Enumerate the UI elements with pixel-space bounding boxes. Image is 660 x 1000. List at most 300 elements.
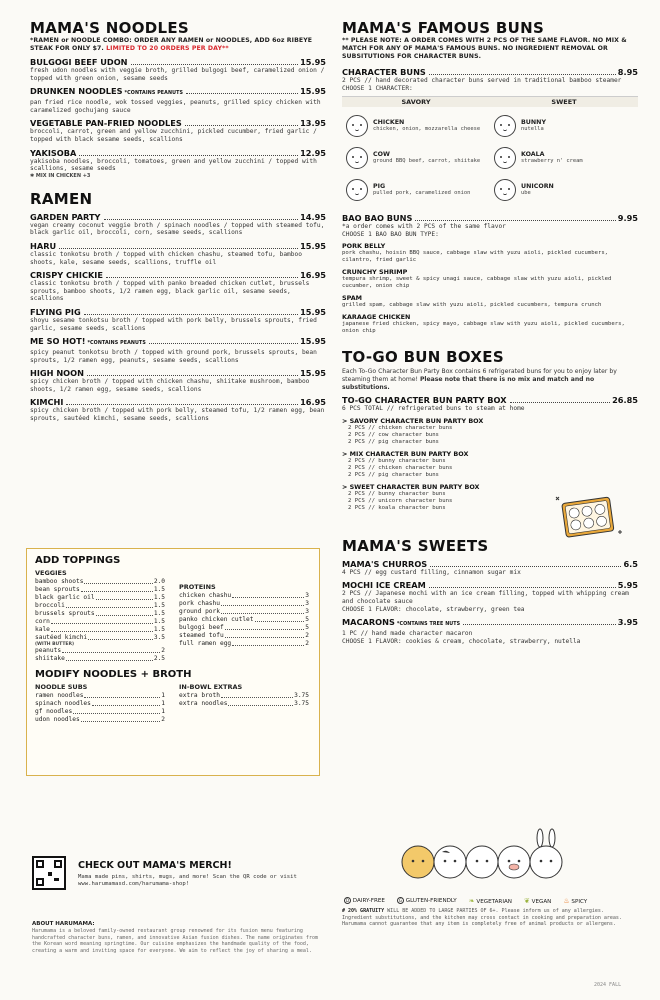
party-box-name: > SAVORY CHARACTER BUN PARTY BOX: [342, 416, 484, 425]
protein-row: [179, 592, 309, 600]
noodle-sub-price: 2: [161, 716, 165, 723]
noodle-sub-row: [35, 692, 165, 700]
togo-name: TO-GO CHARACTER BUN PARTY BOX: [342, 395, 507, 406]
bao-type-name: SPAM: [342, 294, 363, 303]
veggie-row: [35, 610, 165, 618]
gratuity-bold: # 20% GRATUITY: [342, 908, 385, 914]
extras-heading: IN-BOWL EXTRAS: [179, 683, 243, 691]
ramen-desc: spicy chicken broth / topped with pork belly, steamed tofu, 1/2 ramen egg, bean sprouts, sautéed kimchi, sesame seeds, scallions: [30, 407, 325, 423]
veggies-heading: VEGGIES: [35, 569, 67, 577]
noodle-name: BULGOGI BEEF UDON: [30, 57, 128, 67]
ramen-name: HARU: [30, 240, 57, 251]
gratuity-text: WILL BE ADDED TO LARGE PARTIES OF 6+. Please inform us of any allergies. Ingredient substitutions, and the kitchen may cross contact in cooking and preparation areas. Harumama cannot guarantee that any item is completely free of animal products or allergens.: [342, 908, 622, 927]
veggie-row: [35, 647, 165, 655]
noodle-desc: fresh udon noodles with veggie broth, grilled bulgogi beef, caramelized onion / topped with green onion, sesame seeds: [30, 67, 325, 82]
combo-note-limit: LIMITED TO 20 ORDERS PER DAY**: [106, 45, 229, 52]
bao-type-name: CRUNCHY SHRIMP: [342, 268, 408, 277]
ramen-desc: classic tonkotsu broth / topped with panko breaded chicken cutlet, brussels sprouts, bamboo shoots, 1/2 ramen egg, black garlic oil, sesame seeds, scallions: [30, 280, 310, 303]
party-box-line: 2 PCS // koala character buns: [348, 504, 446, 511]
veggie-name: corn: [35, 618, 50, 625]
togo-desc: 6 PCS TOTAL // refrigerated buns to steam at home: [342, 405, 525, 413]
veggie-price: 1.5: [153, 602, 165, 609]
ramen-item: [30, 336, 326, 364]
extras-column: [179, 680, 309, 724]
toppings-box: [26, 548, 320, 776]
vegan-icon: ❦: [523, 897, 530, 905]
sweet-bun-desc: nutella: [521, 126, 544, 133]
bun-character-icon: [494, 115, 516, 137]
vegetarian-icon: ❧: [468, 897, 475, 905]
sweet-row: [342, 559, 638, 569]
veggie-sub: (WITH BUTTER): [35, 642, 75, 647]
togo-title: TO-GO BUN BOXES: [342, 348, 504, 367]
party-box-name: > SWEET CHARACTER BUN PARTY BOX: [342, 482, 480, 491]
bao-buns-price: 9.95: [617, 213, 638, 224]
sweet-price: 5.95: [617, 580, 638, 591]
savory-bun: [346, 143, 486, 173]
sweet-price: 6.5: [623, 558, 638, 569]
dot-leader: [66, 655, 153, 661]
veggie-price: 1.5: [153, 626, 165, 633]
veggie-price: 1.5: [153, 618, 165, 625]
proteins-column: [179, 580, 309, 663]
protein-row: [179, 624, 309, 632]
dot-leader: [186, 93, 298, 94]
ramen-row: [30, 241, 326, 251]
protein-price: 3: [305, 608, 309, 615]
sweet-item: [342, 580, 638, 613]
ramen-row: [30, 397, 326, 407]
dot-leader: [81, 716, 161, 722]
character-buns-choose: CHOOSE 1 CHARACTER:: [342, 84, 413, 92]
noodle-items: [30, 57, 326, 180]
savory-bun: [346, 111, 486, 141]
veggie-price: 1.5: [153, 594, 165, 601]
modify-title: MODIFY NOODLES + BROTH: [35, 669, 192, 680]
toppings-title: ADD TOPPINGS: [35, 555, 121, 566]
savory-heading: SAVORY: [401, 98, 431, 107]
ramen-price: 15.95: [300, 306, 326, 317]
bao-type-desc: japanese fried chicken, spicy mayo, cabbage slaw with yuzu aioli, pickled cucumbers, onion chip: [342, 321, 625, 335]
dot-leader: [62, 647, 160, 653]
noodle-name: VEGETABLE PAN-FRIED NOODLES: [30, 118, 182, 129]
legend-gluten-friendly: G GLUTEN-FRIENDLY: [398, 898, 457, 904]
noodle-tag: *CONTAINS PEANUTS: [124, 91, 184, 97]
noodle-price: 15.95: [300, 57, 326, 67]
veggie-price: 2: [161, 647, 165, 654]
noodle-item: [30, 118, 326, 143]
party-box-line: 2 PCS // cow character buns: [348, 431, 439, 438]
sweet-bun: [494, 143, 634, 173]
protein-name: pork chashu: [179, 600, 220, 607]
veggie-name: black garlic oil: [35, 594, 95, 601]
veggies-column: [35, 566, 165, 663]
sweet-desc: CHOOSE 1 FLAVOR: cookies & cream, chocolate, strawberry, nutella: [342, 637, 581, 645]
savory-bun-text: [373, 119, 480, 133]
veggie-name: peanuts: [35, 647, 62, 654]
ramen-row: [30, 270, 326, 280]
veggie-name: brussels sprouts: [35, 610, 95, 617]
sweet-row: [342, 580, 638, 590]
sweet-bun-text: [521, 151, 583, 165]
extra-name: extra noodles: [179, 700, 228, 707]
noodle-sub-row: [35, 708, 165, 716]
protein-name: chicken chashu: [179, 592, 232, 599]
dot-leader: [228, 700, 293, 706]
protein-name: ground pork: [179, 608, 220, 615]
left-column: [30, 20, 326, 423]
about-text: Harumama is a beloved family-owned restaurant group renowned for its fusion menu featuring handcrafted character buns, ramen, and innovative Asian fusion dishes. The name originates from the Korean word meaning springtime. Our cuisine emphasizes the handmade quality of the food, creating a warm and inviting space for everyone. We aim to reflect the joy of sharing a meal.: [32, 928, 318, 954]
savory-bun-desc: ground BBQ beef, carrot, shiitake: [373, 158, 481, 165]
gratuity-note: [342, 908, 634, 928]
ramen-item: [30, 241, 326, 266]
noodle-sub: ✱ MIX IN CHICKEN +3: [30, 172, 91, 179]
veggie-price: 3.5: [153, 634, 165, 641]
qr-code-icon[interactable]: [32, 856, 66, 890]
bun-character-icon: [346, 115, 368, 137]
togo-intro-a: Each To-Go Character Bun Party Box contains 6 refrigerated buns for you to enjoy later by steaming them at home!: [342, 368, 617, 383]
noodle-name: DRUNKEN NOODLES: [30, 86, 123, 97]
dot-leader: [51, 626, 153, 632]
sweet-bun-desc: ube: [521, 190, 531, 197]
noodle-sub-name: ramen noodles: [35, 692, 84, 699]
sweet-bun: [494, 175, 634, 205]
footer-code: 2024 FALL: [594, 982, 622, 988]
mascots-illustration: [398, 828, 578, 886]
ramen-price: 15.95: [300, 240, 326, 251]
merch-title: CHECK OUT MAMA'S MERCH!: [78, 860, 232, 871]
ramen-name: ME SO HOT!: [30, 336, 86, 347]
dot-leader: [51, 618, 153, 624]
veggie-row: [35, 655, 165, 663]
noodle-row: [30, 57, 326, 67]
dairy-free-icon: D: [345, 898, 350, 903]
party-box-line: 2 PCS // bunny character buns: [348, 490, 446, 497]
protein-name: panko chicken cutlet: [179, 616, 254, 623]
savory-bun-name: CHICKEN: [373, 119, 405, 127]
togo-intro-b: Please note that there is no mix and match and no substitutions.: [342, 375, 595, 391]
ramen-name: GARDEN PARTY: [30, 211, 101, 222]
noodle-sub-price: 1: [161, 692, 165, 699]
bao-type-name: PORK BELLY: [342, 242, 386, 251]
veggie-price: 1.5: [153, 586, 165, 593]
protein-name: full ramen egg: [179, 640, 232, 647]
dot-leader: [88, 634, 153, 640]
ramen-price: 16.95: [300, 397, 326, 408]
dot-leader: [232, 640, 304, 646]
ramen-price: 14.95: [300, 211, 326, 222]
savory-bun-text: [373, 151, 480, 165]
legend-vegetarian: ❧ VEGETARIAN: [468, 897, 512, 905]
ramen-row: [30, 336, 326, 349]
buns-title: MAMA'S FAMOUS BUNS: [342, 19, 545, 37]
sweet-item: [342, 617, 638, 645]
combo-note-text: *RAMEN or NOODLE COMBO: ORDER ANY RAMEN or NOODLES, ADD 6oz RIBEYE STEAK FOR ONLY $7.: [30, 37, 313, 52]
dot-leader: [232, 592, 304, 598]
veggie-name: sautéed kimchi: [35, 634, 88, 641]
ramen-name: HIGH NOON: [30, 368, 84, 379]
sweet-bun-name: BUNNY: [521, 119, 547, 127]
dot-leader: [463, 624, 616, 625]
extra-row: [179, 692, 309, 700]
togo-price: 26.85: [612, 395, 638, 406]
dietary-legend: [342, 897, 634, 905]
noodle-sub-row: [35, 716, 165, 724]
character-buns-name: CHARACTER BUNS: [342, 67, 426, 77]
sweet-row: [342, 617, 638, 630]
dot-leader: [81, 586, 153, 592]
dot-leader: [66, 602, 153, 608]
veggie-name: kale: [35, 626, 50, 633]
ramen-items: [30, 212, 326, 423]
dot-leader: [106, 277, 298, 278]
veggie-price: 2.0: [153, 578, 165, 585]
dot-leader: [84, 692, 160, 698]
noodle-sub-name: gf noodles: [35, 708, 73, 715]
sparkle-icon: [618, 530, 622, 534]
veggie-name: bean sprouts: [35, 586, 80, 593]
ramen-item: [30, 307, 326, 332]
character-buns-price: 8.95: [617, 67, 638, 77]
ramen-tag: *CONTAINS PEANUTS: [87, 341, 146, 347]
protein-row: [179, 616, 309, 624]
protein-price: 2: [305, 640, 309, 647]
gluten-friendly-icon: G: [398, 898, 402, 903]
sweet-price: 3.95: [617, 617, 638, 628]
dot-leader: [221, 608, 304, 614]
ramen-price: 15.95: [300, 336, 326, 347]
ramen-row: [30, 307, 326, 317]
veggie-row: [35, 602, 165, 610]
protein-row: [179, 600, 309, 608]
ramen-price: 15.95: [300, 368, 326, 379]
party-box-illustration: [552, 490, 626, 546]
legend-spicy: ♨ SPICY: [563, 897, 588, 905]
sweet-desc: 1 PC // hand made character macaron: [342, 630, 473, 638]
noodle-row: [30, 118, 326, 128]
noodle-sub-price: 1: [161, 700, 165, 707]
ramen-name: FLYING PIG: [30, 306, 81, 317]
veggie-row: [35, 634, 165, 642]
savory-bun-text: [373, 183, 470, 197]
veggie-row: [35, 578, 165, 586]
protein-row: [179, 608, 309, 616]
bun-character-icon: [494, 179, 516, 201]
extra-price: 3.75: [294, 700, 309, 707]
dot-leader: [149, 343, 298, 344]
noodle-row: [30, 148, 326, 158]
savory-bun-desc: chicken, onion, mozzarella cheese: [373, 126, 481, 133]
dot-leader: [92, 700, 160, 706]
noodle-subs-column: [35, 680, 165, 724]
sweet-heading: SWEET: [551, 98, 577, 107]
noodle-subs-heading: NOODLE SUBS: [35, 683, 88, 691]
protein-name: steamed tofu: [179, 632, 224, 639]
dot-leader: [225, 632, 305, 638]
sweet-bun-name: UNICORN: [521, 183, 554, 191]
dot-leader: [96, 610, 153, 616]
veggie-row: [35, 618, 165, 626]
ramen-desc: spicy peanut tonkotsu broth / topped with ground pork, brussels sprouts, bean sprouts, 1/2 ramen egg, peanuts, sesame seeds, scallions: [30, 349, 317, 364]
bao-type-desc: pork chashu, hoisin BBQ sauce, cabbage slaw with yuzu aioli, pickled cucumbers, cilantro, fried garlic: [342, 250, 609, 264]
dot-leader: [84, 314, 298, 315]
savory-bun-name: PIG: [373, 183, 386, 191]
dot-leader: [430, 566, 621, 567]
protein-name: bulgogi beef: [179, 624, 224, 631]
veggie-name: bamboo shoots: [35, 578, 84, 585]
noodle-sub-name: udon noodles: [35, 716, 80, 723]
bun-character-icon: [346, 147, 368, 169]
noodle-price: 13.95: [300, 118, 326, 129]
savory-bun-desc: pulled pork, caramelized onion: [373, 190, 471, 197]
combo-note: [30, 37, 326, 53]
ramen-desc: vegan creamy coconut veggie broth / spinach noodles / topped with steamed tofu, black garlic oil, broccoli, corn, sesame seeds, scallions: [30, 221, 325, 237]
protein-row: [179, 632, 309, 640]
bao-type-desc: tempura shrimp, sweet & spicy unagi sauce, cabbage slaw with yuzu aioli, pickled cucumber, onion chip: [342, 276, 612, 290]
bao-type-name: KARAAGE CHICKEN: [342, 313, 411, 322]
ramen-row: [30, 212, 326, 222]
noodle-price: 12.95: [300, 147, 326, 158]
ramen-item: [30, 368, 326, 393]
veggie-row: [35, 586, 165, 594]
ramen-item: [30, 212, 326, 237]
party-box-name: > MIX CHARACTER BUN PARTY BOX: [342, 449, 469, 458]
merch-desc: Mama made pins, shirts, mugs, and more! Scan the QR code or visit www.harumamasd.com/harumama-shop!: [78, 874, 297, 887]
protein-price: 5: [305, 624, 309, 631]
veggie-price: 1.5: [153, 610, 165, 617]
noodle-desc: broccoli, carrot, green and yellow zucchini, pickled cucumber, fried garlic / topped with black sesame seeds, scallions: [30, 128, 317, 143]
ramen-name: CRISPY CHICKIE: [30, 270, 103, 281]
ramen-price: 16.95: [300, 270, 326, 281]
protein-row: [179, 640, 309, 648]
dot-leader: [59, 248, 298, 249]
togo-intro: [342, 368, 638, 391]
extra-price: 3.75: [294, 692, 309, 699]
veggie-price: 2.5: [153, 655, 165, 662]
sweet-desc: 2 PCS // Japanese mochi with an ice cream filling, topped with whipping cream and chocolate sauce: [342, 590, 629, 605]
sweet-bun-text: [521, 183, 554, 197]
dot-leader: [185, 125, 298, 126]
bun-character-icon: [494, 147, 516, 169]
spicy-icon: ♨: [563, 897, 570, 905]
noodle-name: YAKISOBA: [30, 147, 77, 158]
character-buns-desc: 2 PCS // hand decorated character buns served in traditional bamboo steamer: [342, 77, 622, 84]
noodle-sub-name: spinach noodles: [35, 700, 91, 707]
noodle-price: 15.95: [300, 86, 326, 97]
bao-buns-item: [342, 213, 638, 335]
legend-vegan: ❦ VEGAN: [523, 897, 552, 905]
sweet-desc: CHOOSE 1 FLAVOR: chocolate, strawberry, green tea: [342, 605, 525, 613]
noodle-item: [30, 86, 326, 114]
party-box-line: 2 PCS // bunny character buns: [348, 457, 446, 464]
bao-type-desc: grilled spam, cabbage slaw with yuzu aioli, pickled cucumbers, tempura crunch: [342, 302, 602, 309]
ramen-item: [30, 270, 326, 303]
veggie-name: broccoli: [35, 602, 65, 609]
buns-note: ** PLEASE NOTE: A ORDER COMES WITH 2 PCS OF THE SAME FLAVOR. NO MIX & MATCH FOR ANY OF MAMA'S FAMOUS BUNS. NO INGREDIENT REMOVAL OR SUBSITUTIONS FOR CHARACTER BUNS.: [342, 37, 627, 60]
dot-leader: [66, 404, 298, 405]
dot-leader: [73, 708, 160, 714]
sweets-title: MAMA'S SWEETS: [342, 536, 489, 555]
protein-price: 3: [305, 600, 309, 607]
noodle-sub-row: [35, 700, 165, 708]
bao-buns-choose: CHOOSE 1 BAO BAO BUN TYPE:: [342, 230, 439, 238]
dot-leader: [79, 155, 298, 156]
right-column: [342, 20, 638, 645]
dot-leader: [225, 624, 305, 630]
noodle-item: [30, 148, 326, 180]
party-box-line: 2 PCS // pig character buns: [348, 471, 439, 478]
sweet-bun-desc: strawberry n' cream: [521, 158, 583, 165]
sparkle-icon: [556, 497, 559, 500]
protein-price: 3: [305, 592, 309, 599]
noodle-desc: pan fried rice noodle, wok tossed veggies, peanuts, grilled spicy chicken with caramelized gochujang sauce: [30, 99, 321, 114]
sweet-bun-name: KOALA: [521, 151, 545, 159]
sweet-tag: *CONTAINS TREE NUTS: [396, 622, 461, 628]
bun-character-icon: [346, 179, 368, 201]
veggie-row: [35, 594, 165, 602]
about-section: [32, 921, 324, 954]
party-box-line: 2 PCS // unicorn character buns: [348, 497, 453, 504]
dot-leader: [104, 219, 299, 220]
savory-bun: [346, 175, 486, 205]
sweet-name: MAMA'S CHURROS: [342, 558, 428, 569]
sweet-bun: [494, 111, 634, 141]
party-box-line: 2 PCS // chicken character buns: [348, 464, 453, 471]
sweet-item: [342, 559, 638, 577]
ramen-title: RAMEN: [30, 189, 93, 208]
noodle-desc: yakisoba noodles, broccoli, tomatoes, green and yellow zucchini / topped with scallions, sesame seeds: [30, 157, 317, 173]
dot-leader: [221, 600, 304, 606]
dot-leader: [429, 587, 616, 588]
noodle-sub-price: 1: [161, 708, 165, 715]
legend-dairy-free: D DAIRY-FREE: [345, 898, 385, 904]
protein-price: 2: [305, 632, 309, 639]
noodles-title: MAMA'S NOODLES: [30, 19, 190, 37]
dot-leader: [221, 692, 293, 698]
protein-price: 5: [305, 616, 309, 623]
dot-leader: [96, 594, 153, 600]
ramen-desc: spicy chicken broth / topped with chicken chashu, shiitake mushroom, bamboo shoots, 1/2 ramen egg, sesame seeds, scallions: [30, 378, 310, 393]
dot-leader: [131, 64, 299, 65]
savory-bun-name: COW: [373, 151, 390, 159]
dot-leader: [255, 616, 305, 622]
extra-row: [179, 700, 309, 708]
ramen-name: KIMCHI: [30, 397, 64, 408]
party-box-line: 2 PCS // pig character buns: [348, 438, 439, 445]
ramen-desc: classic tonkotsu broth / topped with chicken chashu, steamed tofu, bamboo shoots, kale, sesame seeds, scallions, truffle oil: [30, 250, 302, 266]
ramen-item: [30, 397, 326, 422]
sweet-name: MACARONS: [342, 617, 395, 628]
ramen-row: [30, 368, 326, 378]
party-box-line: 2 PCS // chicken character buns: [348, 424, 453, 431]
about-title: ABOUT HARUMAMA:: [32, 921, 95, 927]
veggie-name: shiitake: [35, 655, 65, 662]
proteins-heading: PROTEINS: [179, 583, 216, 591]
veggie-row: [35, 626, 165, 634]
extra-name: extra broth: [179, 692, 220, 699]
noodle-item: [30, 57, 326, 82]
character-buns-item: [342, 67, 638, 92]
sweet-name: MOCHI ICE CREAM: [342, 580, 426, 591]
dot-leader: [84, 578, 152, 584]
ramen-desc: shoyu sesame tonkotsu broth / topped with pork belly, brussels sprouts, fried garlic, sesame seeds, scallions: [30, 316, 317, 332]
noodle-row: [30, 86, 326, 99]
bao-buns-name: BAO BAO BUNS: [342, 213, 413, 224]
character-bun-table: [342, 96, 638, 207]
bao-buns-desc: *a order comes with 2 PCS of the same flavor: [342, 223, 506, 231]
dot-leader: [87, 375, 298, 376]
sweet-bun-text: [521, 119, 546, 133]
